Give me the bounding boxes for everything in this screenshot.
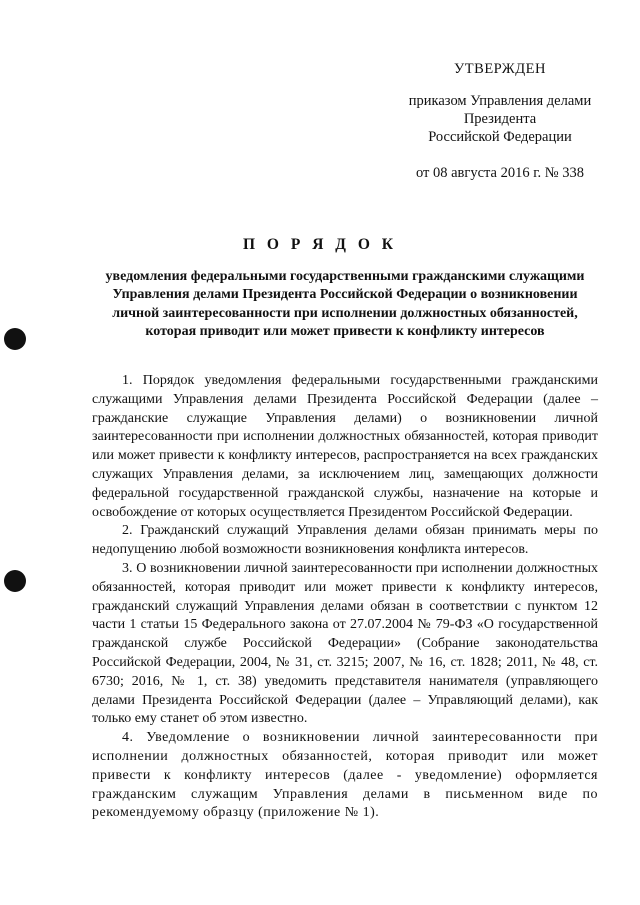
document-title: П О Р Я Д О К bbox=[243, 236, 397, 253]
paragraph-4: 4. Уведомление о возникновении личной заинтересованности при исполнении должностных обязанностей, которая приводит или может привести к конфликту интересов (далее - уведомление) оформляется гражданским служащим Управления делами в письменном виде по рекомендуемому образцу (приложение № 1). bbox=[92, 730, 598, 821]
paragraph-3: 3. О возникновении личной заинтересованности при исполнении должностных обязанностей, которая приводит или может привести к конфликту интересов, гражданский служащий Управления делами обязан в соответствии с пунктом 12 части 1 статьи 15 Федерального закона от 27.07.2004 № 79-ФЗ «О государственной гражданской службе Российской Федерации» (Собрание законодательства Российской Федерации, 2004, № 31, ст. 3215; 2007, № 16, ст. 1828; 2011, № 48, ст. 6730; 2016, № 1, ст. 38) уведомить представителя нанимателя (управляющего делами Президента Российской Федерации (далее – Управляющий делами), как только ему станет об этом известно. bbox=[92, 560, 598, 727]
approval-line: Российской Федерации bbox=[428, 129, 572, 145]
approval-line: Президента bbox=[463, 111, 537, 127]
punch-hole bbox=[4, 570, 26, 592]
order-date: от 08 августа 2016 г. № 338 bbox=[415, 165, 585, 181]
document-body bbox=[92, 372, 598, 823]
approval-line: приказом Управления делами bbox=[408, 93, 592, 109]
approval-block bbox=[380, 60, 620, 182]
punch-hole bbox=[4, 328, 26, 350]
approval-stamp: УТВЕРЖДЕН bbox=[454, 61, 546, 77]
paragraph-1: 1. Порядок уведомления федеральными государственными гражданскими служащими Управления делами Президента Российской Федерации (далее – гражданские служащие Управления делами) о возникновении личной заинтересованности при исполнении должностных обязанностей, которая приводит или может привести к конфликту интересов, распространяется на всех гражданских служащих Управления делами, за исключением лиц, замещающих должности федеральной государственной гражданской службы, назначение на которые и освобождение от которых осуществляется Президентом Российской Федерации. bbox=[92, 373, 598, 520]
document-subtitle: уведомления федеральными государственными гражданскими служащими Управления делами Президента Российской Федерации о возникновении личной заинтересованности при исполнении должностных обязанностей, которая приводит или может привести к конфликту интересов bbox=[105, 269, 585, 340]
paragraph-2: 2. Гражданский служащий Управления делами обязан принимать меры по недопущению любой возможности возникновения конфликта интересов. bbox=[92, 523, 598, 558]
